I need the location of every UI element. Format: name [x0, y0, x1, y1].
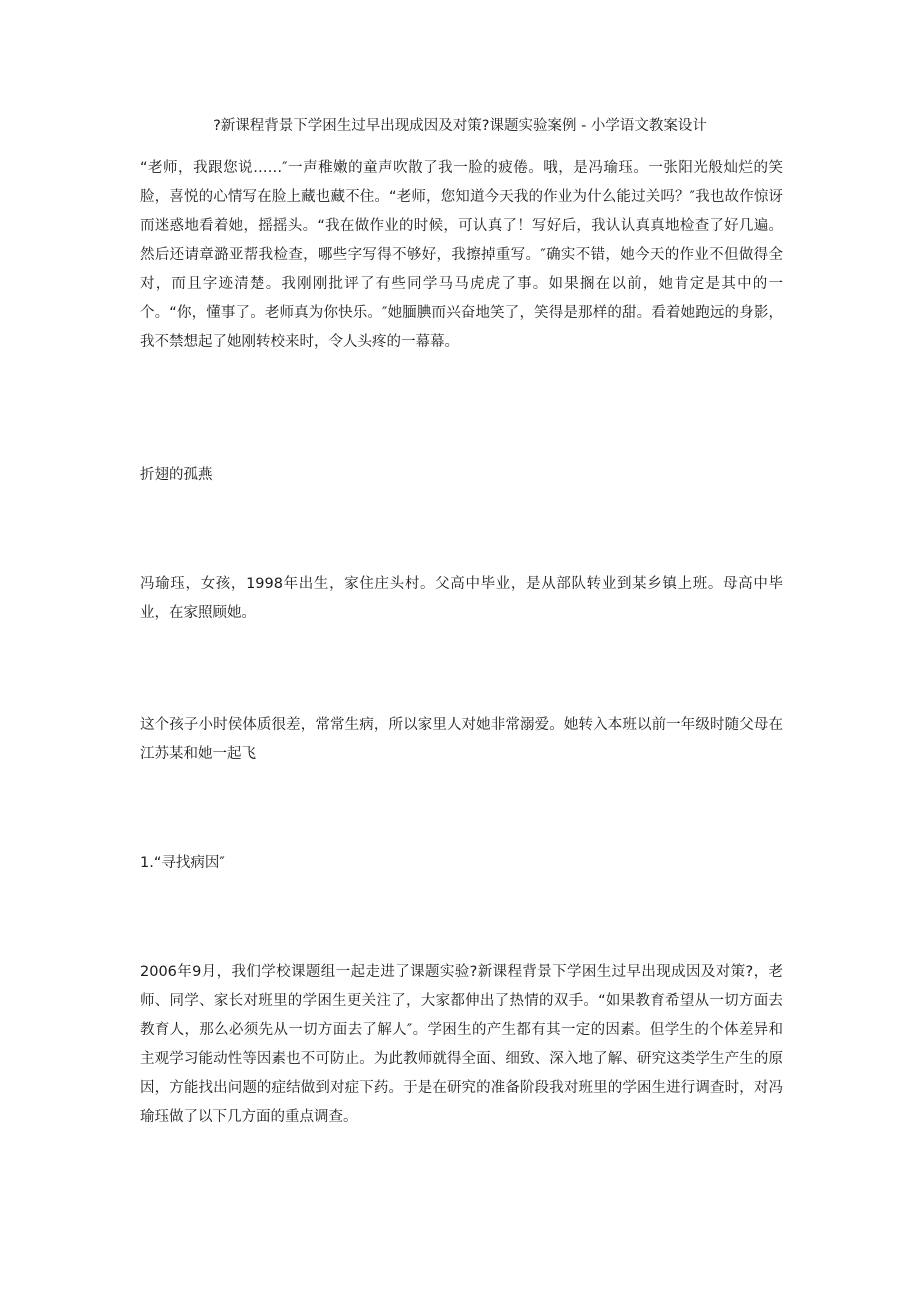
intro-paragraph: “老师，我跟您说……″一声稚嫩的童声吹散了我一脸的疲倦。哦，是冯瑜珏。一张阳光般灿烂的笑脸，喜悦的心情写在脸上藏也藏不住。“老师，您知道今天我的作业为什么能过关吗？″我也故作惊讶而迷惑地看着她，摇摇头。“我在做作业的时候，可认真了！写好后，我认认真真地检查了好几遍。然后还请章潞亚帮我检查，哪些字写得不够好，我擦掉重写。″确实不错，她今天的作业不但做得全对，而且字迹清楚。我刚刚批评了有些同学马马虎虎了事。如果搁在以前，她肯定是其中的一个。“你，懂事了。老师真为你快乐。″她腼腆而兴奋地笑了，笑得是那样的甜。看着她跑远的身影，我不禁想起了她刚转校来时，令人头疼的一幕幕。	[140, 160, 783, 350]
student-family-paragraph: 这个孩子小时侯体质很差，常常生病，所以家里人对她非常溺爱。她转入本班以前一年级时随父母在江苏某和她一起飞	[140, 717, 783, 762]
student-basic-info-paragraph: 冯瑜珏，女孩，1998年出生，家住庄头村。父高中毕业，是从部队转业到某乡镇上班。母高中毕业，在家照顾她。	[140, 576, 783, 621]
section-heading-find-cause: 1.“寻找病因″	[140, 855, 225, 871]
section-heading-broken-wing: 折翅的孤燕	[140, 467, 213, 483]
investigation-paragraph: 2006年9月，我们学校课题组一起走进了课题实验?新课程背景下学困生过早出现成因及对策?，老师、同学、家长对班里的学困生更关注了，大家都伸出了热情的双手。“如果教育希望从一切方面去教育人，那么必须先从一切方面去了解人″。学困生的产生都有其一定的因素。但学生的个体差异和主观学习能动性等因素也不可防止。为此教师就得全面、细致、深入地了解、研究这类学生产生的原因，方能找出问题的症结做到对症下药。于是在研究的准备阶段我对班里的学困生进行调查时，对冯瑜珏做了以下几方面的重点调查。	[140, 964, 783, 1125]
document-title: ?新课程背景下学困生过早出现成因及对策?课题实验案例 - 小学语文教案设计	[213, 118, 707, 134]
